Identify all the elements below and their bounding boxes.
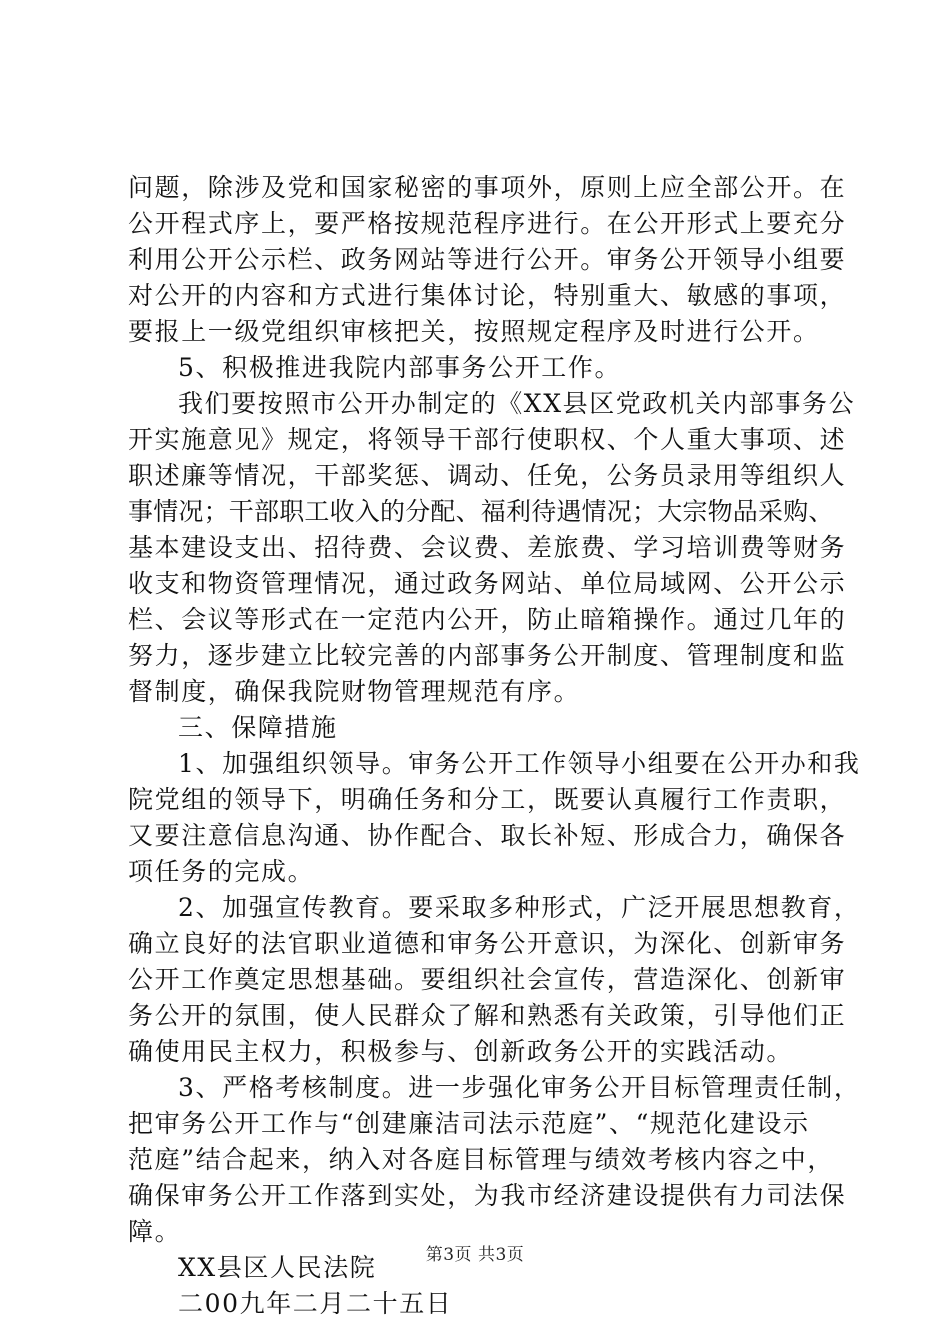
text-line: 确立良好的法官职业道德和审务公开意识，为深化、创新审务 xyxy=(128,929,847,958)
text-line: 公开程式序上，要严格按规范程序进行。在公开形式上要充分 xyxy=(128,209,847,238)
text-line: 又要注意信息沟通、协作配合、取长补短、形成合力，确保各 xyxy=(128,821,847,850)
text-line: 督制度，确保我院财物管理规范有序。 xyxy=(128,677,581,706)
text-line: 要报上一级党组织审核把关，按照规定程序及时进行公开。 xyxy=(128,317,820,346)
text-line: 栏、会议等形式在一定范内公开，防止暗箱操作。通过几年的 xyxy=(128,605,847,634)
signature-date: 二00九年二月二十五日 xyxy=(178,1289,453,1318)
text-line: 3、严格考核制度。进一步强化审务公开目标管理责任制， xyxy=(178,1073,861,1102)
text-line: 事情况；干部职工收入的分配、福利待遇情况；大宗物品采购、 xyxy=(128,497,834,526)
text-line: 公开工作奠定思想基础。要组织社会宣传，营造深化、创新审 xyxy=(128,965,847,994)
text-line: 问题，除涉及党和国家秘密的事项外，原则上应全部公开。在 xyxy=(128,173,847,202)
page-number-footer: 第3页 共3页 xyxy=(425,1245,525,1265)
text-line: 1、加强组织领导。审务公开工作领导小组要在公开办和我 xyxy=(178,749,861,778)
document-body xyxy=(128,170,861,1322)
text-line: 障。 xyxy=(128,1217,182,1246)
text-line: 范庭”结合起来，纳入对各庭目标管理与绩效考核内容之中， xyxy=(128,1145,834,1174)
text-line: 我们要按照市公开办制定的《XX县区党政机关内部事务公 xyxy=(178,389,856,418)
text-line: 收支和物资管理情况，通过政务网站、单位局域网、公开公示 xyxy=(128,569,847,598)
text-line: 院党组的领导下，明确任务和分工，既要认真履行工作责职， xyxy=(128,785,847,814)
text-line: 对公开的内容和方式进行集体讨论，特别重大、敏感的事项， xyxy=(128,281,847,310)
text-line: 利用公开公示栏、政务网站等进行公开。审务公开领导小组要 xyxy=(128,245,847,274)
text-line: 基本建设支出、招待费、会议费、差旅费、学习培训费等财务 xyxy=(128,533,847,562)
text-line: 努力，逐步建立比较完善的内部事务公开制度、管理制度和监 xyxy=(128,641,847,670)
section-item-heading: 5、积极推进我院内部事务公开工作。 xyxy=(178,353,622,382)
signature-organization: XX县区人民法院 xyxy=(178,1253,377,1282)
text-line: 确保审务公开工作落到实处，为我市经济建设提供有力司法保 xyxy=(128,1181,847,1210)
text-line: 开实施意见》规定，将领导干部行使职权、个人重大事项、述 xyxy=(128,425,847,454)
text-line: 确使用民主权力，积极参与、创新政务公开的实践活动。 xyxy=(128,1037,794,1066)
section-heading: 三、保障措施 xyxy=(178,713,338,742)
text-line: 项任务的完成。 xyxy=(128,857,315,886)
text-line: 2、加强宣传教育。要采取多种形式，广泛开展思想教育， xyxy=(178,893,861,922)
text-line: 把审务公开工作与“创建廉洁司法示范庭”、“规范化建设示 xyxy=(128,1109,810,1138)
text-line: 务公开的氛围，使人民群众了解和熟悉有关政策，引导他们正 xyxy=(128,1001,847,1030)
text-line: 职述廉等情况，干部奖惩、调动、任免，公务员录用等组织人 xyxy=(128,461,847,490)
